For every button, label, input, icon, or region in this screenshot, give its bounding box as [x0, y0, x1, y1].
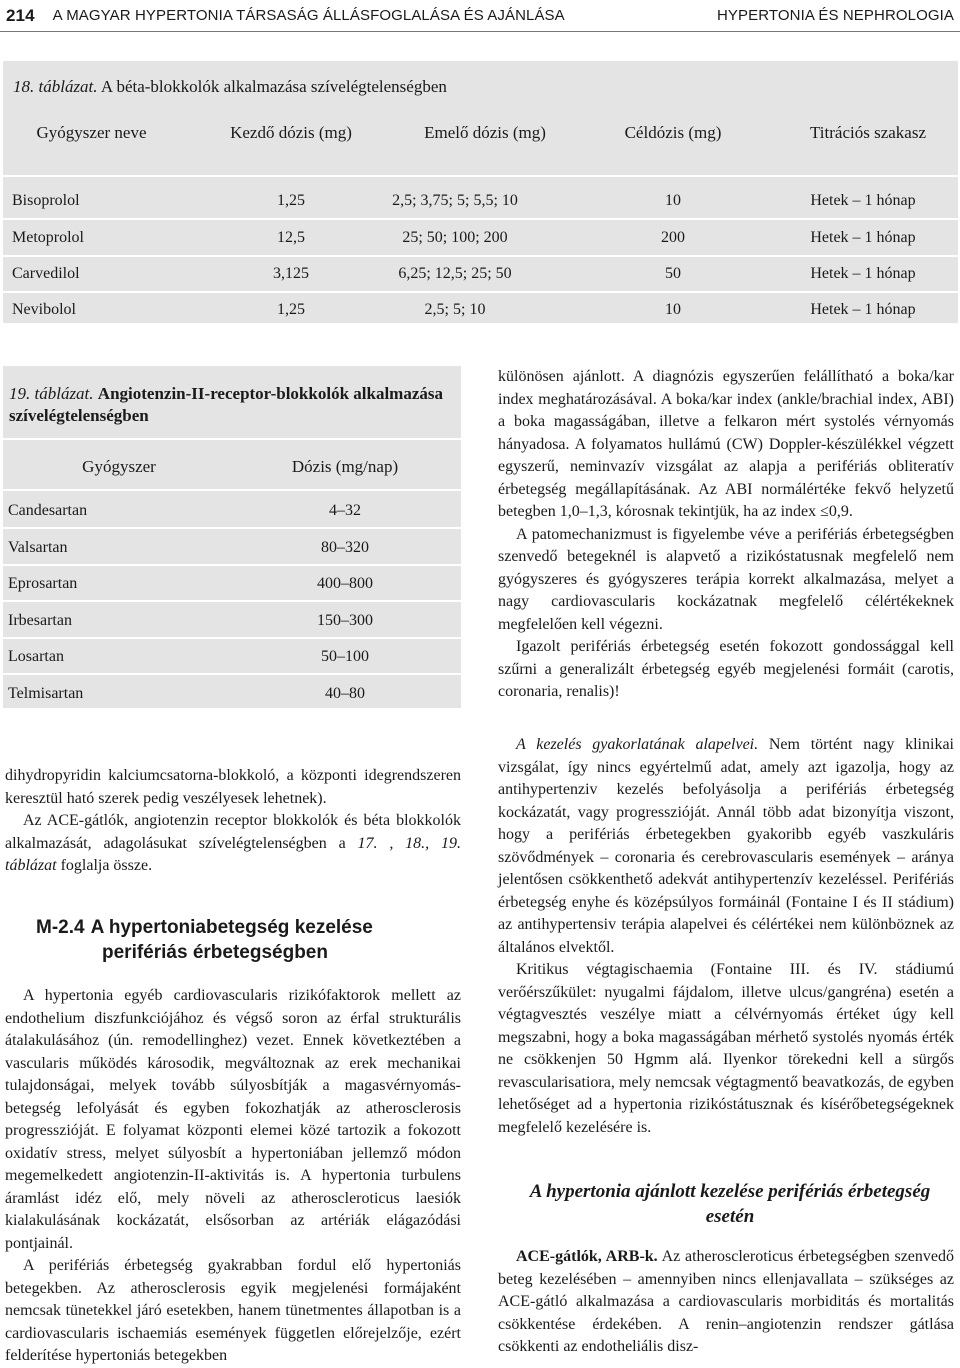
left-column-text-lower: [5, 985, 461, 1368]
table-18-cell-titration: Hetek – 1 hónap: [810, 301, 916, 318]
table-19-caption: [9, 383, 449, 427]
table-19-label: 19. táblázat.: [9, 384, 94, 403]
table-18-cell-drug: Metoprolol: [12, 229, 84, 246]
subheading: A hypertonia ajánlott kezelése perifériás érbetegség esetén: [529, 1181, 931, 1227]
table-19-cell-drug: Eprosartan: [8, 575, 78, 592]
table-19-cell-dose: 150–300: [317, 612, 373, 629]
section-title-line-1: A hypertoniabetegség kezelése: [90, 917, 373, 938]
table-18-cell-titration: Hetek – 1 hónap: [810, 192, 916, 209]
table-19-cell-drug: Candesartan: [8, 502, 88, 519]
header-right-title: HYPERTONIA ÉS NEPHROLOGIA: [716, 7, 954, 24]
row-divider: [3, 527, 461, 529]
page-number: 214: [6, 5, 35, 25]
table-18-header-target-dose: Céldózis (mg): [624, 123, 722, 142]
table-19-cell-dose: 80–320: [321, 539, 369, 556]
table-18-cell-start: 3,125: [273, 265, 309, 282]
table-19-title: Angiotenzin-II-receptor-blokkolók alkalmazása szívelégtelenségben: [9, 384, 443, 425]
left-column-text-upper: [5, 765, 461, 878]
row-divider: [3, 218, 958, 220]
table-18-cell-start: 1,25: [277, 192, 305, 209]
paragraph: Kritikus végtagischaemia (Fontaine III. és IV. stádiumú verőérszűkület: nyugalmi fájdalom, illetve ulcus/gangréna) esetén a végtagvesztés veszélye miatt a célvérnyomás értéket úgy kell megszabni, hogy a boka magasságában mérhető systolés nyomás érték ne csökkenjen 50 Hgmm alá. Ilyenkor törekedni kell a sürgős revascularisatiora, mely nemcsak végtagmentő beavatkozás, de egyben lehetőséget ad a hypertonia rizikóstátusznak és kísérőbetegségeknek megfelelő kezelésére is.: [498, 961, 954, 1136]
table-19-cell-drug: Valsartan: [8, 539, 68, 556]
table-18-cell-target: 200: [661, 229, 685, 246]
section-number: M-2.4: [36, 917, 85, 938]
table-18-header-step-dose: Emelő dózis (mg): [424, 123, 546, 142]
paragraph: Igazolt perifériás érbetegség esetén fokozott gondossággal kell szűrni a generalizált érbetegség egyéb megjelenési formáit (carotis, coronaria, renalis)!: [498, 638, 954, 700]
table-18-cell-step: 25; 50; 100; 200: [402, 229, 508, 246]
table-19-cell-drug: Irbesartan: [8, 612, 72, 629]
table-18-cell-drug: Carvedilol: [12, 265, 80, 282]
section-heading: [36, 915, 456, 965]
table-19-header-drug: Gyógyszer: [82, 457, 156, 476]
paragraph: [5, 810, 461, 878]
table-18-header-drug: Gyógyszer neve: [36, 123, 147, 142]
paragraph: A hypertonia egyéb cardiovascularis rizikófaktorok mellett az endothelium diszfunkciójához és végső soron az érfal strukturális átalakulásához (ún. remodellinghez) vezet. Ennek következtében a vascularis működés károsodik, megváltoznak az erek mechanikai tulajdonságai, melyek tovább súlyosbítják a magasvérnyomás-betegség lefolyását és egyben fokozhatják az atherosclerosis progresszióját. E folyamat központi elemei közé tartozik a fokozott oxidatív stress, melyet súlyosbít a hypertoniában jellemző módon megemelkedett angiotenzin-II-aktivitás is. A hypertonia turbulens áramlást idéz elő, mely növeli az atheroscleroticus laesiók kialakulásának kockázatát, elsősorban az artériák elágazódási pontjainál.: [5, 987, 461, 1252]
table-18-cell-target: 10: [665, 192, 681, 209]
table-19-cell-dose: 40–80: [325, 685, 365, 702]
table-18-cell-target: 50: [665, 265, 681, 282]
paragraph-lead: ACE-gátlók, ARB-k.: [516, 1248, 658, 1265]
table-18-header-titration: Titrációs szakasz: [810, 123, 926, 142]
table-19-cell-dose: 50–100: [321, 648, 369, 665]
paragraph: dihydropyridin kalciumcsatorna-blokkoló, a központi idegrendszeren keresztül ható szerek pedig veszélyesek lehetnek).: [5, 767, 461, 807]
table-18-cell-target: 10: [665, 301, 681, 318]
table-18-cell-drug: Nevibolol: [12, 301, 76, 318]
table-18-cell-start: 12,5: [277, 229, 305, 246]
row-divider: [3, 291, 958, 293]
header-left-title: A MAGYAR HYPERTONIA TÁRSASÁG ÁLLÁSFOGLALÁSA ÉS AJÁNLÁSA: [52, 7, 565, 24]
table-18-header-start-dose: Kezdő dózis (mg): [230, 123, 352, 142]
table-18: [3, 61, 958, 323]
paragraph: [498, 1246, 954, 1359]
table-18-cell-titration: Hetek – 1 hónap: [810, 265, 916, 282]
table-18-title: A béta-blokkolók alkalmazása szívelégtelenségben: [100, 77, 447, 96]
row-divider: [3, 637, 461, 639]
text-span: Az ACE-gátlók, angiotenzin receptor blokkolók és béta blokkolók alkalmazását, adagolásukat szívelégtelenségben a: [5, 812, 461, 852]
table-reference: 17. , 18., 19. táblázat: [5, 834, 462, 874]
table-18-caption: [13, 77, 447, 97]
right-column-text-lower: [498, 1246, 954, 1359]
section-title-line-2: perifériás érbetegségben: [102, 942, 328, 963]
table-18-header-divider: [3, 175, 958, 177]
table-18-cell-step: 2,5; 5; 10: [424, 301, 486, 318]
row-divider: [3, 564, 461, 566]
table-18-label: 18. táblázat.: [13, 77, 98, 96]
text-span: foglalja össze.: [56, 857, 153, 874]
table-19-caption-divider: [3, 438, 461, 440]
table-18-cell-drug: Bisoprolol: [12, 192, 80, 209]
table-18-cell-start: 1,25: [277, 301, 305, 318]
running-header: [0, 0, 960, 32]
table-19-header-dose: Dózis (mg/nap): [291, 457, 399, 476]
table-19-cell-dose: 400–800: [317, 575, 373, 592]
table-19-header-divider: [3, 489, 461, 491]
row-divider: [3, 600, 461, 602]
row-divider: [3, 673, 461, 675]
table-19-cell-drug: Telmisartan: [8, 685, 84, 702]
table-18-cell-step: 2,5; 3,75; 5; 5,5; 10: [392, 192, 518, 209]
paragraph: különösen ajánlott. A diagnózis egyszerűen felállítható a boka/kar index meghatározásával. A boka/kar index (ankle/brachial index, ABI) a boka magasságában, illetve a felkaron mért systolés vérnyomás hányadosa. A folyamatos hullámú (CW) Doppler-készülékkel végzett egyszerű, neminvazív vizsgálat az alapja a perifériás obliteratív érbetegség megállapításának. Az ABI normálértéke fekvő helyzetű betegben 1,0–1,3, kórosnak tekintjük, ha az index ≤0,9.: [498, 368, 954, 520]
right-column-text-middle: [498, 734, 954, 1139]
text-span: Az atheroscleroticus érbetegségben szenvedő beteg kezelésében – amennyiben nincs ellenjavallata – szükséges az ACE-gátló alkalmazása a cardiovascularis morbiditás és mortalitás csökkentése érdekében. A renin–angiotenzin rendszer gátlása csökkenti az endotheliális disz-: [498, 1248, 954, 1355]
paragraph: [498, 734, 954, 959]
right-column-text-upper: [498, 366, 954, 704]
table-19-cell-dose: 4–32: [329, 502, 361, 519]
table-18-cell-step: 6,25; 12,5; 25; 50: [398, 265, 512, 282]
table-19: [3, 366, 461, 708]
paragraph-lead: A kezelés gyakorlatának alapelvei.: [516, 736, 759, 753]
row-divider: [3, 255, 958, 257]
text-span: Nem történt nagy klinikai vizsgálat, így nincs egyértelmű adat, amely azt igazolja, hogy az antihypertenziv kezelés befolyásolja a perifériás érbetegség kockázatát, vagy progresszióját. Annál több adat bizonyítja viszont, hogy a perifériás érbetegekben gyakoribb egyéb vaszkuláris szövődmények – coronaria és cerebrovascularis események – aránya jelentősen csökkenthető adekvát antihypertenzív kezeléssel. Perifériás érbetegség enyhe és középsúlyos formáinál (Fontaine I és II stádium) az antihypertensiv terápia alapelvei és célértékei nem különböznek az általános elvektől.: [498, 736, 954, 956]
table-18-cell-titration: Hetek – 1 hónap: [810, 229, 916, 246]
paragraph: A patomechanizmust is figyelembe véve a perifériás érbetegségben szenvedő betegeknél is alapvető a rizikóstatusnak megfelelő nem gyógyszeres és gyógyszeres terápia korrekt alkalmazása, melyet a nagy cardiovascularis kockázatnak megfelelő célértékeknek megfelelően kell végezni.: [498, 525, 954, 633]
paragraph: A perifériás érbetegség gyakrabban fordul elő hypertoniás betegekben. Az atherosclerosis egyik megjelenési formájaként nemcsak tünetekkel járó esetekben, hanem tünetmentes állapotban is a cardiovascularis ischaemiás események független előrejelzője, ezért felderítése hypertoniás betegekben: [5, 1257, 461, 1364]
table-19-cell-drug: Losartan: [8, 648, 64, 665]
